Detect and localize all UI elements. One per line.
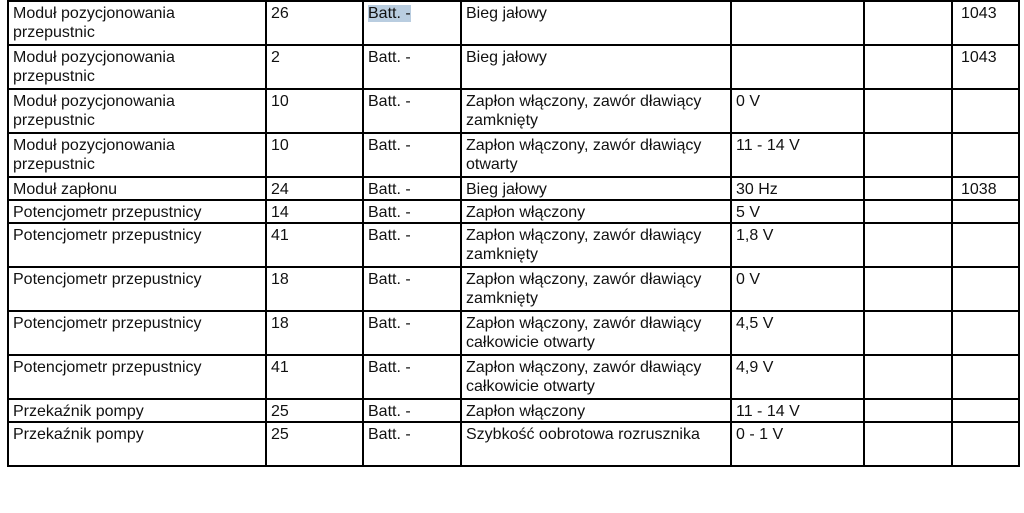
table-row — [8, 267, 1019, 311]
cell-code — [952, 311, 1019, 355]
cell-condition: Zapłon włączony — [461, 399, 731, 422]
cell-ref: Batt. - — [363, 177, 461, 200]
cell-component: Potencjometr przepustnicy — [8, 200, 266, 223]
cell-component: Moduł pozycjonowania przepustnic — [8, 89, 266, 133]
cell-pin: 26 — [266, 1, 363, 45]
cell-condition: Zapłon włączony, zawór dławiący otwarty — [461, 133, 731, 177]
cell-code — [952, 223, 1019, 267]
cell-condition: Zapłon włączony — [461, 200, 731, 223]
cell-component: Moduł pozycjonowania przepustnic — [8, 45, 266, 89]
cell-pin: 25 — [266, 422, 363, 466]
cell-value: 11 - 14 V — [731, 133, 864, 177]
table-row — [8, 422, 1019, 466]
table-row — [8, 200, 1019, 223]
cell-condition: Zapłon włączony, zawór dławiący całkowicie otwarty — [461, 311, 731, 355]
cell-pin: 41 — [266, 355, 363, 399]
table-row — [8, 223, 1019, 267]
cell-extra — [864, 223, 952, 267]
cell-extra — [864, 45, 952, 89]
cell-code — [952, 267, 1019, 311]
table-row — [8, 45, 1019, 89]
cell-condition: Bieg jałowy — [461, 177, 731, 200]
cell-extra — [864, 311, 952, 355]
cell-value: 0 - 1 V — [731, 422, 864, 466]
cell-code — [952, 355, 1019, 399]
cell-extra — [864, 89, 952, 133]
cell-code: 1038 — [952, 177, 1019, 200]
cell-extra — [864, 399, 952, 422]
cell-value: 11 - 14 V — [731, 399, 864, 422]
cell-condition: Zapłon włączony, zawór dławiący całkowicie otwarty — [461, 355, 731, 399]
cell-ref: Batt. - — [363, 200, 461, 223]
cell-component: Potencjometr przepustnicy — [8, 311, 266, 355]
cell-value — [731, 45, 864, 89]
cell-pin: 24 — [266, 177, 363, 200]
cell-value: 0 V — [731, 89, 864, 133]
cell-ref: Batt. - — [363, 89, 461, 133]
cell-code — [952, 422, 1019, 466]
cell-extra — [864, 267, 952, 311]
cell-pin: 10 — [266, 133, 363, 177]
table-row — [8, 311, 1019, 355]
cell-code — [952, 89, 1019, 133]
cell-component: Moduł pozycjonowania przepustnic — [8, 1, 266, 45]
table-row — [8, 1, 1019, 45]
cell-code — [952, 133, 1019, 177]
cell-condition: Zapłon włączony, zawór dławiący zamknięty — [461, 89, 731, 133]
cell-extra — [864, 355, 952, 399]
cell-component: Moduł zapłonu — [8, 177, 266, 200]
cell-component: Przekaźnik pompy — [8, 422, 266, 466]
cell-extra — [864, 133, 952, 177]
cell-condition: Zapłon włączony, zawór dławiący zamknięty — [461, 223, 731, 267]
cell-condition: Zapłon włączony, zawór dławiący zamknięty — [461, 267, 731, 311]
cell-extra — [864, 177, 952, 200]
cell-condition: Bieg jałowy — [461, 1, 731, 45]
cell-pin: 41 — [266, 223, 363, 267]
cell-code — [952, 200, 1019, 223]
cell-ref: Batt. - — [363, 45, 461, 89]
cell-extra — [864, 1, 952, 45]
cell-ref: Batt. - — [363, 311, 461, 355]
table-row — [8, 89, 1019, 133]
table-row — [8, 177, 1019, 200]
cell-ref: Batt. - — [363, 399, 461, 422]
cell-condition: Szybkość oobrotowa rozrusznika — [461, 422, 731, 466]
table-row — [8, 399, 1019, 422]
cell-component: Potencjometr przepustnicy — [8, 223, 266, 267]
cell-component: Moduł pozycjonowania przepustnic — [8, 133, 266, 177]
cell-code — [952, 399, 1019, 422]
cell-value: 30 Hz — [731, 177, 864, 200]
cell-value: 4,5 V — [731, 311, 864, 355]
cell-ref: Batt. - — [363, 422, 461, 466]
cell-pin: 10 — [266, 89, 363, 133]
cell-pin: 14 — [266, 200, 363, 223]
cell-ref: Batt. - — [363, 133, 461, 177]
cell-value: 0 V — [731, 267, 864, 311]
cell-pin: 25 — [266, 399, 363, 422]
cell-pin: 2 — [266, 45, 363, 89]
cell-code: 1043 — [952, 45, 1019, 89]
measurement-table — [7, 0, 1020, 467]
cell-ref: Batt. - — [363, 223, 461, 267]
cell-extra — [864, 422, 952, 466]
cell-ref — [363, 1, 461, 45]
table-row — [8, 133, 1019, 177]
cell-pin: 18 — [266, 267, 363, 311]
cell-value: 4,9 V — [731, 355, 864, 399]
cell-value: 1,8 V — [731, 223, 864, 267]
table-row — [8, 355, 1019, 399]
cell-component: Potencjometr przepustnicy — [8, 355, 266, 399]
cell-component: Potencjometr przepustnicy — [8, 267, 266, 311]
cell-value: 5 V — [731, 200, 864, 223]
cell-condition: Bieg jałowy — [461, 45, 731, 89]
cell-value — [731, 1, 864, 45]
cell-ref: Batt. - — [363, 355, 461, 399]
selected-text[interactable]: Batt. - — [368, 5, 411, 22]
cell-component: Przekaźnik pompy — [8, 399, 266, 422]
cell-ref: Batt. - — [363, 267, 461, 311]
cell-pin: 18 — [266, 311, 363, 355]
cell-code: 1043 — [952, 1, 1019, 45]
cell-extra — [864, 200, 952, 223]
